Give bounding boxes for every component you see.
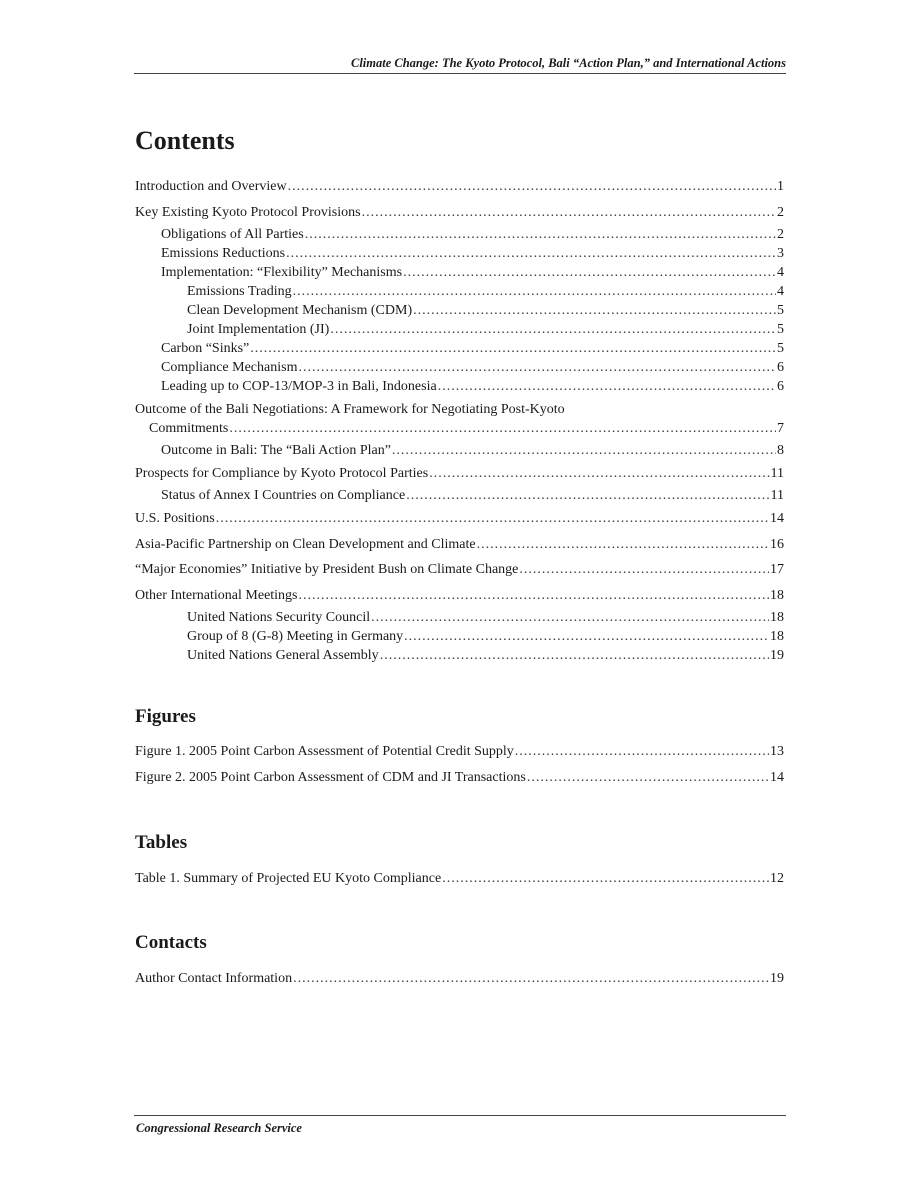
toc-entry[interactable] xyxy=(0,283,920,301)
toc-entry-page: 1 xyxy=(777,179,784,194)
dot-leader xyxy=(438,378,776,396)
toc-entry-page: 18 xyxy=(770,588,784,603)
toc-entry-page: 5 xyxy=(777,303,784,318)
toc-entry-page: 17 xyxy=(770,562,784,577)
figures-heading: Figures xyxy=(135,706,196,727)
figure-entry-title: Figure 2. 2005 Point Carbon Assessment of CDM and JI Transactions xyxy=(135,770,526,785)
toc-entry-title: U.S. Positions xyxy=(135,511,215,526)
table-entry-page: 12 xyxy=(770,871,784,886)
dot-leader xyxy=(371,609,769,627)
toc-entry-title: Compliance Mechanism xyxy=(161,360,298,375)
toc-entry-page: 6 xyxy=(777,360,784,375)
toc-entry-title: Emissions Reductions xyxy=(161,246,286,261)
figure-entry-title: Figure 1. 2005 Point Carbon Assessment of Potential Credit Supply xyxy=(135,744,514,759)
toc-entry-first-line[interactable] xyxy=(0,401,920,419)
toc-entry[interactable] xyxy=(0,178,920,196)
dot-leader xyxy=(216,510,769,528)
toc-entry-title: United Nations Security Council xyxy=(187,610,371,625)
dot-leader xyxy=(442,870,769,888)
toc-entry[interactable] xyxy=(0,587,920,605)
dot-leader xyxy=(330,321,776,339)
dot-leader xyxy=(519,561,769,579)
dot-leader xyxy=(527,769,769,787)
toc-entry-page: 18 xyxy=(770,629,784,644)
dot-leader xyxy=(250,340,776,358)
toc-entry[interactable] xyxy=(0,647,920,665)
tables-heading: Tables xyxy=(135,832,188,853)
footer-rule xyxy=(134,1115,786,1116)
toc-entry[interactable] xyxy=(0,442,920,460)
dot-leader xyxy=(413,302,776,320)
dot-leader xyxy=(362,204,776,222)
toc-entry[interactable] xyxy=(0,465,920,483)
toc-entry-page: 7 xyxy=(777,421,784,436)
toc-entry-title: Emissions Trading xyxy=(187,284,292,299)
dot-leader xyxy=(403,264,776,282)
toc-entry-title: Other International Meetings xyxy=(135,588,298,603)
contacts-heading: Contacts xyxy=(135,932,207,953)
toc-entry-page: 16 xyxy=(770,537,784,552)
dot-leader xyxy=(288,178,776,196)
toc-entry-title: Joint Implementation (JI) xyxy=(187,322,330,337)
toc-entry[interactable] xyxy=(0,340,920,358)
dot-leader xyxy=(305,226,776,244)
dot-leader xyxy=(477,536,769,554)
toc-entry[interactable] xyxy=(0,609,920,627)
toc-entry-title: “Major Economies” Initiative by President Bush on Climate Change xyxy=(135,562,519,577)
toc-entry-title: Implementation: “Flexibility” Mechanisms xyxy=(161,265,403,280)
figure-entry[interactable] xyxy=(0,743,920,761)
header-rule xyxy=(134,73,786,74)
toc-entry[interactable] xyxy=(0,536,920,554)
dot-leader xyxy=(293,283,776,301)
toc-entry-title: Carbon “Sinks” xyxy=(161,341,250,356)
dot-leader xyxy=(299,587,769,605)
table-entry-title: Table 1. Summary of Projected EU Kyoto Compliance xyxy=(135,871,442,886)
toc-entry[interactable] xyxy=(0,321,920,339)
toc-entry-page: 4 xyxy=(777,284,784,299)
toc-entry-title: Status of Annex I Countries on Compliance xyxy=(161,488,406,503)
toc-entry[interactable] xyxy=(0,561,920,579)
toc-entry-page: 5 xyxy=(777,341,784,356)
dot-leader xyxy=(429,465,769,483)
dot-leader xyxy=(404,628,769,646)
dot-leader xyxy=(406,487,769,505)
toc-entry[interactable] xyxy=(0,302,920,320)
toc-entry-title: Group of 8 (G-8) Meeting in Germany xyxy=(187,629,404,644)
toc-entry[interactable] xyxy=(0,226,920,244)
toc-entry-title: Key Existing Kyoto Protocol Provisions xyxy=(135,205,361,220)
toc-entry-page: 11 xyxy=(770,488,784,503)
contents-heading: Contents xyxy=(135,126,235,155)
dot-leader xyxy=(293,970,769,988)
contact-entry-title: Author Contact Information xyxy=(135,971,293,986)
toc-entry-page: 14 xyxy=(770,511,784,526)
table-entry[interactable] xyxy=(0,870,920,888)
toc-entry[interactable] xyxy=(0,264,920,282)
toc-entry-page: 8 xyxy=(777,443,784,458)
toc-entry[interactable] xyxy=(0,378,920,396)
dot-leader xyxy=(392,442,776,460)
toc-entry[interactable] xyxy=(0,359,920,377)
contact-entry-page: 19 xyxy=(770,971,784,986)
toc-entry-page: 4 xyxy=(777,265,784,280)
contact-entry[interactable] xyxy=(0,970,920,988)
toc-entry[interactable] xyxy=(0,487,920,505)
toc-entry-page: 2 xyxy=(777,205,784,220)
toc-entry-title: Leading up to COP-13/MOP-3 in Bali, Indonesia xyxy=(161,379,437,394)
figure-entry[interactable] xyxy=(0,769,920,787)
toc-entry-title: Asia-Pacific Partnership on Clean Development and Climate xyxy=(135,537,476,552)
dot-leader xyxy=(515,743,769,761)
toc-entry-page: 11 xyxy=(770,466,784,481)
running-footer: Congressional Research Service xyxy=(136,1121,302,1135)
toc-entry-page: 19 xyxy=(770,648,784,663)
figure-entry-page: 14 xyxy=(770,770,784,785)
running-header: Climate Change: The Kyoto Protocol, Bali “Action Plan,” and International Actions xyxy=(350,56,786,70)
toc-entry-page: 2 xyxy=(777,227,784,242)
dot-leader xyxy=(298,359,776,377)
toc-entry[interactable] xyxy=(0,628,920,646)
toc-entry-page: 3 xyxy=(777,246,784,261)
toc-entry-title: Outcome in Bali: The “Bali Action Plan” xyxy=(161,443,391,458)
toc-entry[interactable] xyxy=(0,510,920,528)
toc-entry[interactable] xyxy=(0,420,920,438)
toc-entry-title: Clean Development Mechanism (CDM) xyxy=(187,303,413,318)
toc-entry-title-continued: Commitments xyxy=(149,421,229,436)
toc-entry[interactable] xyxy=(0,245,920,263)
toc-entry[interactable] xyxy=(0,204,920,222)
toc-entry-title: Introduction and Overview xyxy=(135,179,287,194)
toc-entry-title: Obligations of All Parties xyxy=(161,227,304,242)
toc-entry-title: Outcome of the Bali Negotiations: A Framework for Negotiating Post-Kyoto xyxy=(135,402,565,417)
dot-leader xyxy=(229,420,776,438)
dot-leader xyxy=(286,245,776,263)
toc-entry-title: United Nations General Assembly xyxy=(187,648,379,663)
toc-entry-page: 6 xyxy=(777,379,784,394)
figure-entry-page: 13 xyxy=(770,744,784,759)
toc-entry-page: 18 xyxy=(770,610,784,625)
toc-entry-title: Prospects for Compliance by Kyoto Protocol Parties xyxy=(135,466,429,481)
dot-leader xyxy=(380,647,769,665)
toc-entry-page: 5 xyxy=(777,322,784,337)
